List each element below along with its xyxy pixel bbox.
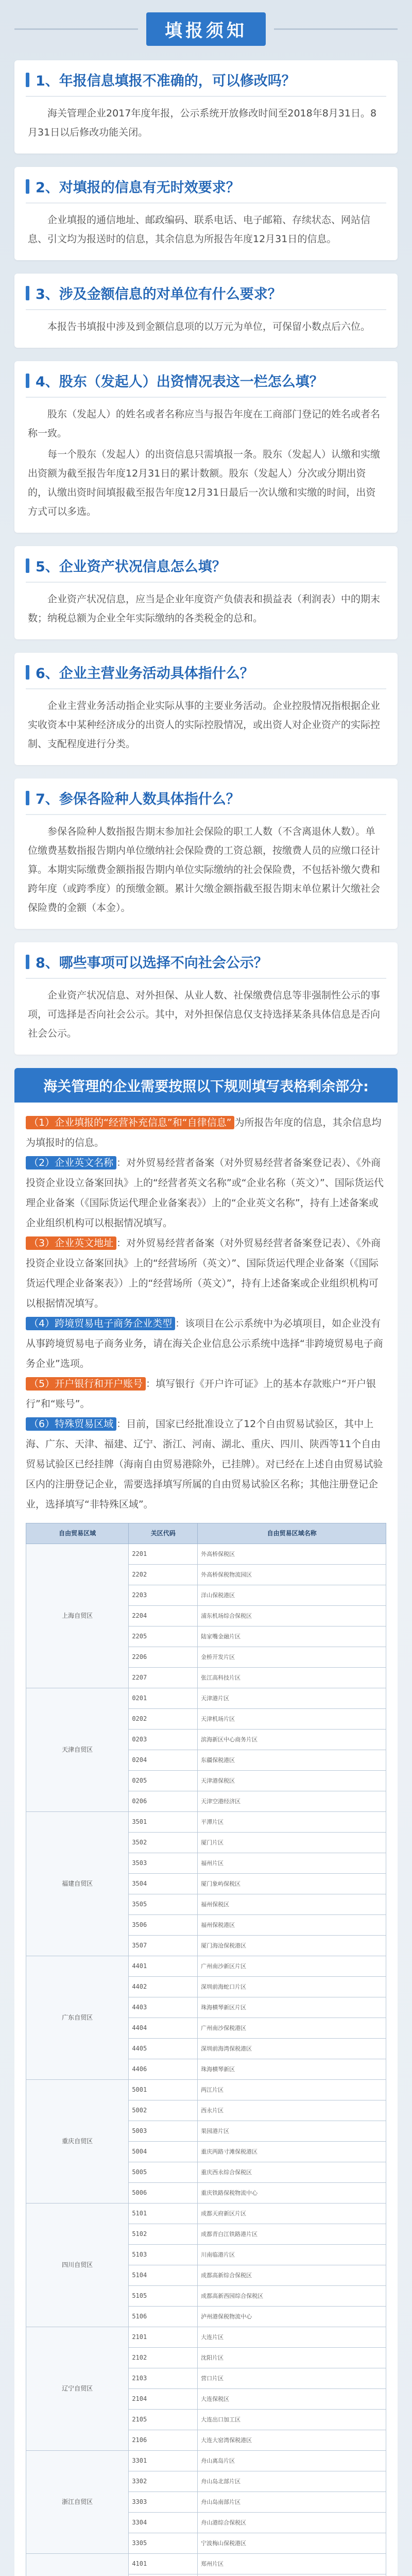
question-text: 5、企业资产状况信息怎么填？ [36,559,226,575]
code-cell: 0205 [129,1771,198,1791]
zone-cell: 四川自贸区 [26,2204,129,2327]
code-cell: 2106 [129,2430,198,2451]
rule-item [26,1233,386,1314]
ftz-table [26,1523,386,2576]
code-cell: 4402 [129,1977,198,1997]
question-marker [26,665,29,680]
name-cell: 天津机场片区 [198,1709,386,1730]
code-cell: 4406 [129,2059,198,2080]
question-marker [26,558,29,573]
code-cell: 3501 [129,1812,198,1833]
qa-card [14,942,398,1055]
name-cell: 成都高新西园综合保税区 [198,2286,386,2307]
title-divider-right [274,28,398,30]
code-cell: 5103 [129,2245,198,2265]
rule-tag: （1）企业填报的“经营补充信息”和“自律信息” [26,1116,234,1129]
rule-tag: （5）开户银行和开户账号 [26,1377,146,1391]
name-cell: 平潭片区 [198,1812,386,1833]
name-cell: 广州南沙保税港区 [198,2018,386,2039]
name-cell: 成都青白江铁路港片区 [198,2224,386,2245]
page-title: 填报须知 [146,12,266,46]
qa-question [14,60,398,96]
name-cell: 泸州港保税物流中心 [198,2307,386,2327]
code-cell: 3507 [129,1936,198,1956]
code-cell: 5101 [129,2204,198,2224]
qa-question [14,274,398,309]
code-cell: 3502 [129,1833,198,1853]
qa-card [14,778,398,929]
zone-cell: 天津自贸区 [26,1688,129,1812]
ftz-col-code: 关区代码 [129,1523,198,1544]
code-cell [129,2574,198,2576]
qa-card [14,653,398,765]
question-marker [26,286,29,300]
table-row [26,2080,386,2100]
qa-answer [14,97,398,154]
code-cell: 2202 [129,1565,198,1585]
name-cell: 成都天府新区片区 [198,2204,386,2224]
name-cell: 果园港片区 [198,2121,386,2142]
ftz-col-name: 自由贸易区域名称 [198,1523,386,1544]
name-cell: 舟山离岛片区 [198,2451,386,2471]
code-cell: 4405 [129,2039,198,2059]
code-cell: 5003 [129,2121,198,2142]
code-cell: 0201 [129,1688,198,1709]
rule-text: 为所报告年度的信息，其余信息均为填报时的信息。 [26,1117,382,1148]
answer-paragraph: 企业主营业务活动指企业实际从事的主要业务活动。企业控股情况指根据企业实收资本中某种经济成分的出资人的实际控股情况，或出资人对企业资产的实际控制、支配程度进行分类。 [28,700,381,750]
qa-answer [14,398,398,533]
rules-section [14,1068,398,2576]
name-cell: 洋山保税港区 [198,1585,386,1606]
table-row [26,2451,386,2471]
qa-question [14,653,398,688]
qa-answer [14,979,398,1055]
question-marker [26,374,29,388]
answer-paragraph: 企业资产状况信息，应当是企业年度资产负债表和损益表（利润表）中的期末数；纳税总额为企业全年实际缴纳的各类税金的总和。 [28,594,381,624]
question-text: 7、参保各险种人数具体指什么？ [36,791,240,807]
ftz-col-zone: 自由贸易区域 [26,1523,129,1544]
answer-paragraph: 股东（发起人）的姓名或者名称应当与报告年度在工商部门登记的姓名或者名称一致。 [28,409,381,439]
code-cell: 3503 [129,1853,198,1874]
rule-item [26,1374,386,1414]
name-cell: 外高桥保税区 [198,1544,386,1565]
table-row [26,1956,386,1977]
zone-cell: 重庆自贸区 [26,2080,129,2204]
name-cell: 金桥开发片区 [198,1647,386,1668]
name-cell: 福州片区 [198,1853,386,1874]
name-cell: 厦门海沧保税港区 [198,1936,386,1956]
name-cell: 川南临港片区 [198,2245,386,2265]
zone-cell: 广东自贸区 [26,1956,129,2080]
qa-answer [14,815,398,929]
zone-cell: 福建自贸区 [26,1812,129,1956]
code-cell: 3301 [129,2451,198,2471]
code-cell: 2201 [129,1544,198,1565]
code-cell: 2203 [129,1585,198,1606]
name-cell: 成都高新综合保税区 [198,2265,386,2286]
code-cell: 3506 [129,1915,198,1936]
rules-body [14,1103,398,2576]
code-cell: 4101 [129,2554,198,2574]
code-cell: 5004 [129,2142,198,2162]
name-cell: 两江片区 [198,2080,386,2100]
code-cell: 5106 [129,2307,198,2327]
code-cell: 3504 [129,1874,198,1894]
name-cell: 大连保税区 [198,2389,386,2410]
qa-list [14,60,398,1055]
answer-paragraph: 每一个股东（发起人）的出资信息只需填报一条。股东（发起人）认缴和实缴出资额为截至报告年度12月31日的累计数额。股东（发起人）分次或分期出资的，认缴出资时间填报截至报告年度12月31日最后一次认缴和实缴的时间，出资方式可以多选。 [28,449,381,517]
question-text: 6、企业主营业务活动具体指什么？ [36,666,254,682]
name-cell: 天津空港经济区 [198,1791,386,1812]
question-marker [26,955,29,969]
code-cell: 3302 [129,2471,198,2492]
qa-question [14,361,398,397]
question-text: 8、哪些事项可以选择不向社会公示？ [36,955,268,971]
name-cell: 舟山岛北部片区 [198,2471,386,2492]
name-cell: 沈阳片区 [198,2348,386,2368]
qa-card [14,60,398,154]
answer-paragraph: 本报告书填报中涉及到金额信息项的以万元为单位，可保留小数点后六位。 [47,321,371,332]
qa-answer [14,583,398,639]
name-cell: 张江高科技片区 [198,1668,386,1688]
rule-text: ：该项目在公示系统中为必填项目，如企业没有从事跨境贸易电子商务业务，请在海关企业信息公示系统中选择“非跨境贸易电子商务企业”选项。 [26,1318,383,1369]
table-row [26,2554,386,2574]
answer-paragraph: 海关管理企业2017年度年报，公示系统开放修改时间至2018年8月31日。8月31日以后修改功能关闭。 [28,108,377,138]
qa-answer [14,689,398,765]
name-cell: 大连出口加工区 [198,2410,386,2430]
name-cell: 深圳前海蛇口片区 [198,1977,386,1997]
question-text: 4、股东（发起人）出资情况表这一栏怎么填？ [36,374,323,390]
table-row [26,2327,386,2348]
qa-question [14,546,398,582]
code-cell: 3303 [129,2492,198,2513]
answer-paragraph: 企业资产状况信息、对外担保、从业人数、社保缴费信息等非强制性公示的事项，可选择是否向社会公示。其中，对外担保信息仅支持选择某条具体信息是否向社会公示。 [28,990,381,1039]
rule-tag: （6）特殊贸易区域 [26,1417,116,1431]
question-text: 2、对填报的信息有无时效要求？ [36,180,240,196]
rule-item [26,1153,386,1233]
code-cell: 4401 [129,1956,198,1977]
name-cell: 舟山港综合保税区 [198,2513,386,2533]
zone-cell: 浙江自贸区 [26,2451,129,2554]
code-cell: 3305 [129,2533,198,2554]
name-cell: 浦东机场综合保税区 [198,1606,386,1626]
name-cell: 珠海横琴新区片区 [198,1997,386,2018]
name-cell [198,2574,386,2576]
name-cell: 天津港保税区 [198,1771,386,1791]
code-cell: 2105 [129,2410,198,2430]
code-cell: 2102 [129,2348,198,2368]
name-cell: 广州南沙新区片区 [198,1956,386,1977]
answer-paragraph: 企业填报的通信地址、邮政编码、联系电话、电子邮箱、存续状态、网站信息、引文均为报送时的信息，其余信息为所报告年度12月31日的信息。 [28,214,371,245]
code-cell: 0202 [129,1709,198,1730]
zone-cell [26,2554,129,2576]
code-cell: 0206 [129,1791,198,1812]
name-cell: 外高桥保税物流园区 [198,1565,386,1585]
qa-card [14,361,398,533]
rule-item [26,1113,386,1153]
code-cell: 5001 [129,2080,198,2100]
answer-paragraph: 参保各险种人数指报告期末参加社会保险的职工人数（不含离退休人数）。单位缴费基数指报告期内单位缴纳社会保险费的工资总额，按缴费人员的应缴口径计算。本期实际缴费金额指报告期内单位实际缴纳的社会保险费，不包括补缴欠费和跨年度（或跨季度）的预缴金额。累计欠缴金额指截至报告期末单位累计欠缴社会保险费的金额（本金）。 [28,826,381,913]
table-row [26,2204,386,2224]
code-cell: 4404 [129,2018,198,2039]
qa-answer [14,310,398,348]
name-cell: 西永片区 [198,2100,386,2121]
name-cell: 深圳前海湾保税港区 [198,2039,386,2059]
name-cell: 陆家嘴金融片区 [198,1626,386,1647]
question-marker [26,179,29,194]
code-cell: 2206 [129,1647,198,1668]
code-cell: 2101 [129,2327,198,2348]
code-cell: 5002 [129,2100,198,2121]
name-cell: 滨海新区中心商务片区 [198,1730,386,1750]
table-row [26,1812,386,1833]
rules-items [26,1113,386,1515]
question-text: 3、涉及金额信息的对单位有什么要求？ [36,286,282,302]
name-cell: 重庆铁路保税物流中心 [198,2183,386,2204]
name-cell: 天津港片区 [198,1688,386,1709]
name-cell: 重庆两路寸滩保税港区 [198,2142,386,2162]
code-cell: 2204 [129,1606,198,1626]
rule-tag: （3）企业英文地址 [26,1236,116,1250]
code-cell: 3505 [129,1894,198,1915]
qa-question [14,167,398,202]
question-marker [26,73,29,87]
name-cell: 福州保税港区 [198,1915,386,1936]
name-cell: 珠海横琴新区 [198,2059,386,2080]
rule-tag: （2）企业英文名称 [26,1156,116,1170]
rule-text: ：填写银行《开户许可证》上的基本存款账户“开户银行”和“账号”。 [26,1378,376,1410]
code-cell: 5102 [129,2224,198,2245]
zone-cell: 上海自贸区 [26,1544,129,1688]
code-cell: 4403 [129,1997,198,2018]
name-cell: 重庆西永综合保税区 [198,2162,386,2183]
code-cell: 5005 [129,2162,198,2183]
title-bar [14,12,398,46]
rule-item [26,1414,386,1515]
code-cell: 5105 [129,2286,198,2307]
title-divider-left [14,28,138,30]
code-cell: 2205 [129,1626,198,1647]
qa-answer [14,204,398,260]
qa-question [14,942,398,978]
qa-question [14,778,398,814]
rules-section-title: 海关管理的企业需要按照以下规则填写表格剩余部分: [14,1068,398,1103]
code-cell: 5006 [129,2183,198,2204]
name-cell: 厦门象屿保税区 [198,1874,386,1894]
rule-text: ：对外贸易经营者备案（对外贸易经营者备案登记表）、《外商投资企业设立备案回执》上的“经营场所（英文）”、国际货运代理企业备案（《国际货运代理企业备案表》）上的“经营场所（英文）”，持有上述备案或企业组织机构可以根据情况填写。 [26,1238,381,1309]
ftz-table-header-row [26,1523,386,1544]
question-marker [26,791,29,805]
rule-text: ：目前，国家已经批准设立了12个自由贸易试验区，其中上海、广东、天津、福建、辽宁、浙江、河南、湖北、重庆、四川、陕西等11个自由贸易试验区已经挂牌（海南自由贸易港除外，已挂牌）。对已经在上述自由贸易试验区内的注册登记企业，需要选择填写所属的自由贸易试验区名称；其他注册登记企业，选择填写“非特殊区域”。 [26,1418,383,1510]
rule-tag: （4）跨境贸易电子商务企业类型 [26,1317,175,1330]
code-cell: 0203 [129,1730,198,1750]
code-cell: 3304 [129,2513,198,2533]
qa-card [14,167,398,260]
code-cell: 5104 [129,2265,198,2286]
code-cell: 2104 [129,2389,198,2410]
name-cell: 大连大窑湾保税港区 [198,2430,386,2451]
name-cell: 东疆保税港区 [198,1750,386,1771]
question-text: 1、年报信息填报不准确的，可以修改吗？ [36,73,296,89]
qa-card [14,274,398,348]
table-row [26,1688,386,1709]
name-cell: 厦门片区 [198,1833,386,1853]
name-cell: 大连片区 [198,2327,386,2348]
rule-text: ：对外贸易经营者备案（对外贸易经营者备案登记表）、《外商投资企业设立备案回执》上的“经营者英文名称”或“企业名称（英文）”、国际货运代理企业备案（《国际货运代理企业备案表》）上的“企业英文名称”，持有上述备案或企业组织机构可以根据情况填写。 [26,1157,384,1229]
qa-card [14,546,398,639]
code-cell: 2103 [129,2368,198,2389]
name-cell: 福州保税区 [198,1894,386,1915]
code-cell: 2207 [129,1668,198,1688]
zone-cell: 辽宁自贸区 [26,2327,129,2451]
rule-item [26,1314,386,1374]
code-cell: 0204 [129,1750,198,1771]
name-cell: 郑州片区 [198,2554,386,2574]
name-cell: 舟山岛南部片区 [198,2492,386,2513]
table-row [26,1544,386,1565]
name-cell: 营口片区 [198,2368,386,2389]
name-cell: 宁波梅山保税港区 [198,2533,386,2554]
